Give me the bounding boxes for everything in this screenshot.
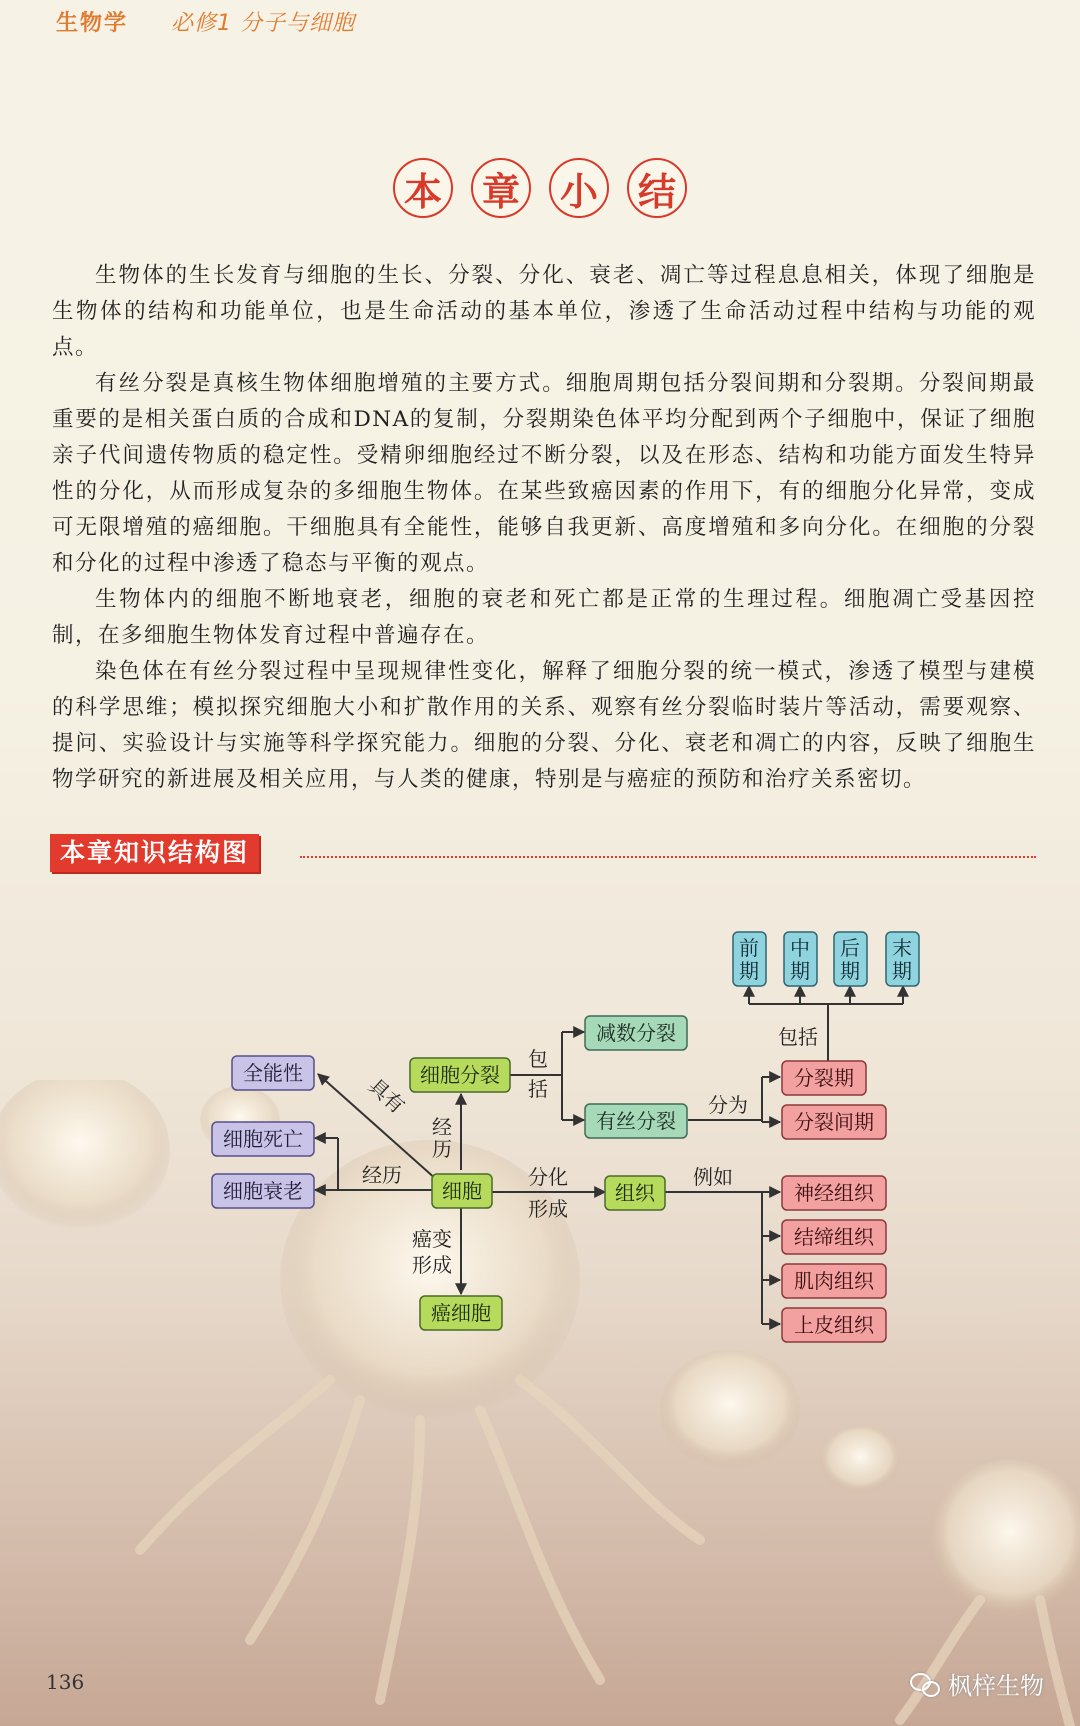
edge-label-include: 包 xyxy=(528,1047,548,1071)
edge-label-undergo-left: 经历 xyxy=(362,1163,402,1187)
title-char: 结 xyxy=(627,158,687,218)
title-char: 小 xyxy=(549,158,609,218)
edge-label-has: 具有 xyxy=(363,1073,410,1119)
wechat-icon xyxy=(910,1672,940,1696)
node-cell-death-label: 细胞死亡 xyxy=(223,1127,303,1151)
edge-label-include-phases: 包括 xyxy=(778,1025,818,1049)
edge-label-form-2: 形成 xyxy=(412,1253,452,1277)
node-interphase-label: 分裂间期 xyxy=(794,1110,874,1134)
page-number: 136 xyxy=(46,1670,85,1694)
edge-label-form: 形成 xyxy=(528,1197,568,1221)
node-meiosis-label: 减数分裂 xyxy=(596,1021,676,1045)
node-metaphase-char-2: 期 xyxy=(790,959,810,983)
subject-label: 生物学 xyxy=(56,11,129,36)
title-char: 本 xyxy=(393,158,453,218)
node-telophase-char-1: 末 xyxy=(892,936,912,960)
summary-paragraph: 生物体的生长发育与细胞的生长、分裂、分化、衰老、凋亡等过程息息相关，体现了细胞是生物体的结构和功能单位，也是生命活动的基本单位，渗透了生命活动过程中结构与功能的观点。 xyxy=(52,263,1036,360)
book-label: 必修1 分子与细胞 xyxy=(171,11,356,36)
watermark xyxy=(910,1666,1044,1701)
node-muscle-tissue-label: 肌肉组织 xyxy=(794,1269,874,1293)
edge-label-for-example: 例如 xyxy=(693,1165,733,1189)
node-totipotency-label: 全能性 xyxy=(243,1061,303,1085)
edge-label-divided-into: 分为 xyxy=(708,1093,748,1117)
node-mitosis-label: 有丝分裂 xyxy=(596,1109,676,1133)
summary-paragraph: 染色体在有丝分裂过程中呈现规律性变化，解释了细胞分裂的统一模式，渗透了模型与建模的科学思维；模拟探究细胞大小和扩散作用的关系、观察有丝分裂临时装片等活动，需要观察、提问、实验设计与实施等科学探究能力。细胞的分裂、分化、衰老和凋亡的内容，反映了细胞生物学研究的新进展及相关应用，与人类的健康，特别是与癌症的预防和治疗关系密切。 xyxy=(52,659,1036,792)
edge-label-undergo-2: 历 xyxy=(432,1137,452,1161)
node-connective-tissue-label: 结缔组织 xyxy=(794,1225,874,1249)
node-anaphase-char-2: 期 xyxy=(840,959,860,983)
node-nerve-tissue-label: 神经组织 xyxy=(794,1181,874,1205)
watermark-text: 枫梓生物 xyxy=(948,1672,1044,1700)
title-char: 章 xyxy=(471,158,531,218)
edge-label-include-2: 括 xyxy=(528,1077,548,1101)
node-anaphase-char-1: 后 xyxy=(840,936,860,960)
node-cell-label: 细胞 xyxy=(442,1179,482,1203)
section-title: 本章知识结构图 xyxy=(50,834,259,872)
summary-paragraph: 生物体内的细胞不断地衰老，细胞的衰老和死亡都是正常的生理过程。细胞凋亡受基因控制，在多细胞生物体发育过程中普遍存在。 xyxy=(52,587,1036,648)
edge-label-undergo-1: 经 xyxy=(432,1115,452,1139)
node-tissue-label: 组织 xyxy=(615,1181,655,1205)
node-m-phase-label: 分裂期 xyxy=(794,1066,854,1090)
node-cell-division-label: 细胞分裂 xyxy=(420,1063,500,1087)
node-cancer-cell-label: 癌细胞 xyxy=(431,1301,491,1325)
node-epithelial-tissue-label: 上皮组织 xyxy=(794,1313,874,1337)
node-prophase-char-1: 前 xyxy=(739,936,759,960)
edge-label-carcinogenesis: 癌变 xyxy=(412,1227,452,1251)
node-metaphase-char-1: 中 xyxy=(790,936,810,960)
edge-label-differentiate: 分化 xyxy=(528,1165,568,1189)
node-telophase-char-2: 期 xyxy=(892,959,912,983)
node-prophase-char-2: 期 xyxy=(739,959,759,983)
node-cell-aging-label: 细胞衰老 xyxy=(223,1179,303,1203)
summary-paragraph: 有丝分裂是真核生物体细胞增殖的主要方式。细胞周期包括分裂间期和分裂期。分裂间期最重要的是相关蛋白质的合成和DNA的复制，分裂期染色体平均分配到两个子细胞中，保证了细胞亲子代间遗传物质的稳定性。受精卵细胞经过不断分裂，以及在形态、结构和功能方面发生特异性的分化，从而形成复杂的多细胞生物体。在某些致癌因素的作用下，有的细胞分化异常，变成可无限增殖的癌细胞。干细胞具有全能性，能够自我更新、高度增殖和多向分化。在细胞的分裂和分化的过程中渗透了稳态与平衡的观点。 xyxy=(52,371,1036,576)
